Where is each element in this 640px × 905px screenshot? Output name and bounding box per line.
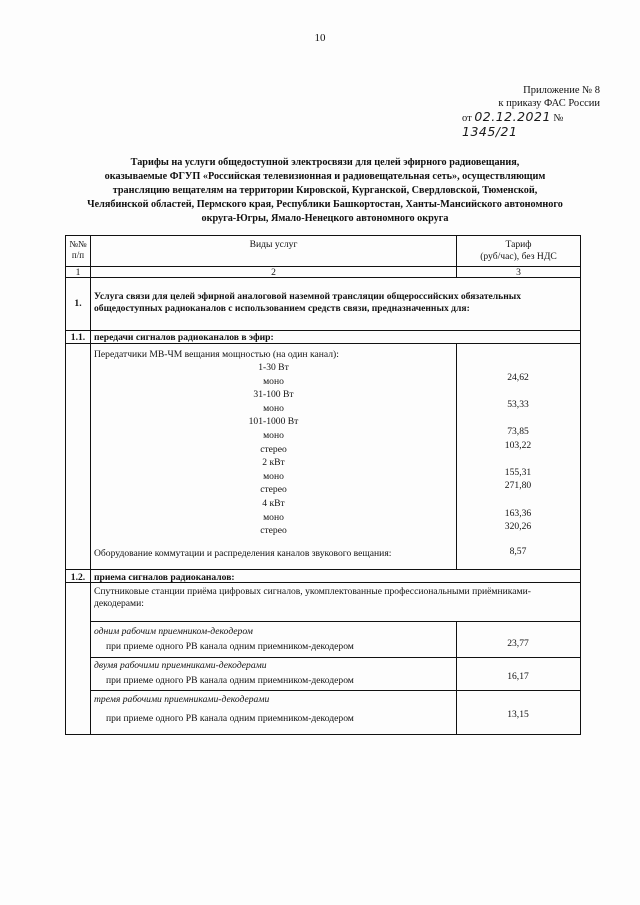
tariff-price: 163,36 bbox=[504, 507, 532, 519]
title-line: трансляцию вещателям на территории Кировской, Курганской, Свердловской, Тюменской, bbox=[112, 185, 538, 196]
receiver-price: 13,15 bbox=[507, 709, 529, 720]
header-service: Виды услуг bbox=[249, 239, 298, 250]
title-line: оказываемые ФГУП «Российская телевизионная и радиовещательная сеть», осуществляющим bbox=[104, 171, 546, 182]
power-range-label: 31-100 Вт bbox=[253, 389, 294, 401]
appendix-date-line bbox=[440, 110, 600, 140]
header-num: №№ п/п bbox=[69, 239, 87, 260]
receiver-item: при приеме одного РВ канала одним приемником-декодером bbox=[106, 713, 354, 724]
tariff-price: 53,33 bbox=[507, 398, 529, 410]
tariff-price: 320,26 bbox=[504, 521, 532, 533]
row-divider bbox=[66, 569, 580, 570]
document-title bbox=[60, 156, 590, 226]
mode-label: моно bbox=[263, 470, 284, 482]
section12-text: приема сигналов радиоканалов: bbox=[94, 572, 235, 583]
receiver-group: тремя рабочими приемниками-декодерами bbox=[94, 694, 270, 705]
appendix-block bbox=[440, 84, 600, 140]
section11-text: передачи сигналов радиоканалов в эфир: bbox=[94, 332, 274, 343]
tariff-table bbox=[65, 235, 581, 735]
appendix-order-ref: к приказу ФАС России bbox=[498, 98, 600, 109]
receiver-item: при приеме одного РВ канала одним приемником-декодером bbox=[106, 675, 354, 686]
receiver-price: 16,17 bbox=[507, 671, 529, 682]
power-range-label: 101-1000 Вт bbox=[248, 416, 299, 428]
mode-label: моно bbox=[263, 375, 284, 387]
row-divider bbox=[90, 621, 580, 622]
tariff-price: 24,62 bbox=[507, 371, 529, 383]
mode-label: моно bbox=[263, 511, 284, 523]
section1-num: 1. bbox=[74, 298, 82, 309]
header-tariff-line1: Тариф bbox=[505, 239, 532, 250]
satellite-text: Спутниковые станции приёма цифровых сигналов, укомплектованные профессиональными приёмниками-декодерами: bbox=[94, 586, 531, 609]
receiver-price: 23,77 bbox=[507, 638, 529, 649]
handwritten-order-number: 1345/21 bbox=[462, 124, 518, 139]
header-tariff bbox=[457, 239, 580, 263]
mode-label: моно bbox=[263, 430, 284, 441]
header-tariff-line2: (руб/час), без НДС bbox=[480, 251, 557, 262]
mode-label: стерео bbox=[260, 484, 287, 496]
tariff-price: 73,85 bbox=[507, 426, 529, 437]
transmitters-intro: Передатчики МВ-ЧМ вещания мощностью (на один канал): bbox=[94, 349, 339, 360]
tariff-price: 155,31 bbox=[504, 466, 532, 478]
appendix-title: Приложение № 8 bbox=[523, 85, 600, 96]
tariff-price: 103,22 bbox=[504, 439, 532, 451]
page-number: 10 bbox=[314, 32, 326, 44]
col-number: 3 bbox=[516, 267, 521, 278]
mode-label: стерео bbox=[260, 525, 287, 537]
date-prefix: от bbox=[462, 113, 472, 124]
section12-num: 1.2. bbox=[70, 572, 86, 583]
receiver-group: одним рабочим приемником-декодером bbox=[94, 626, 253, 637]
switching-text: Оборудование коммутации и распределения каналов звукового вещания: bbox=[94, 548, 392, 559]
power-range-label: 1-30 Вт bbox=[258, 362, 289, 373]
row-divider bbox=[66, 330, 580, 331]
col-number: 1 bbox=[75, 267, 81, 278]
title-line: округа-Югры, Ямало-Ненецкого автономного округа bbox=[201, 213, 449, 224]
title-line: Тарифы на услуги общедоступной электросвязи для целей эфирного радиовещания, bbox=[130, 157, 520, 168]
title-line: Челябинской областей, Пермского края, Республики Башкортостан, Ханты-Мансийского автономного bbox=[87, 199, 563, 210]
tariff-price: 271,80 bbox=[504, 480, 532, 492]
power-range-label: 2 кВт bbox=[262, 457, 285, 469]
power-range-label: 4 кВт bbox=[262, 498, 285, 509]
switching-price: 8,57 bbox=[509, 546, 527, 557]
mode-label: моно bbox=[263, 402, 284, 414]
handwritten-date: 02.12.2021 bbox=[474, 109, 551, 124]
receiver-item: при приеме одного РВ канала одним приемником-декодером bbox=[106, 641, 354, 652]
row-divider bbox=[90, 690, 580, 691]
section1-text: Услуга связи для целей эфирной аналоговой наземной трансляции общероссийских обязательных общедоступных радиоканалов с использованием средств связи, предназначенных для: bbox=[94, 291, 522, 314]
row-divider bbox=[90, 657, 580, 658]
section11-num: 1.1. bbox=[70, 332, 86, 343]
receiver-group: двумя рабочими приемниками-декодерами bbox=[94, 660, 267, 671]
col-number: 2 bbox=[271, 267, 276, 278]
number-prefix: № bbox=[553, 113, 564, 124]
mode-label: стерео bbox=[260, 443, 287, 455]
